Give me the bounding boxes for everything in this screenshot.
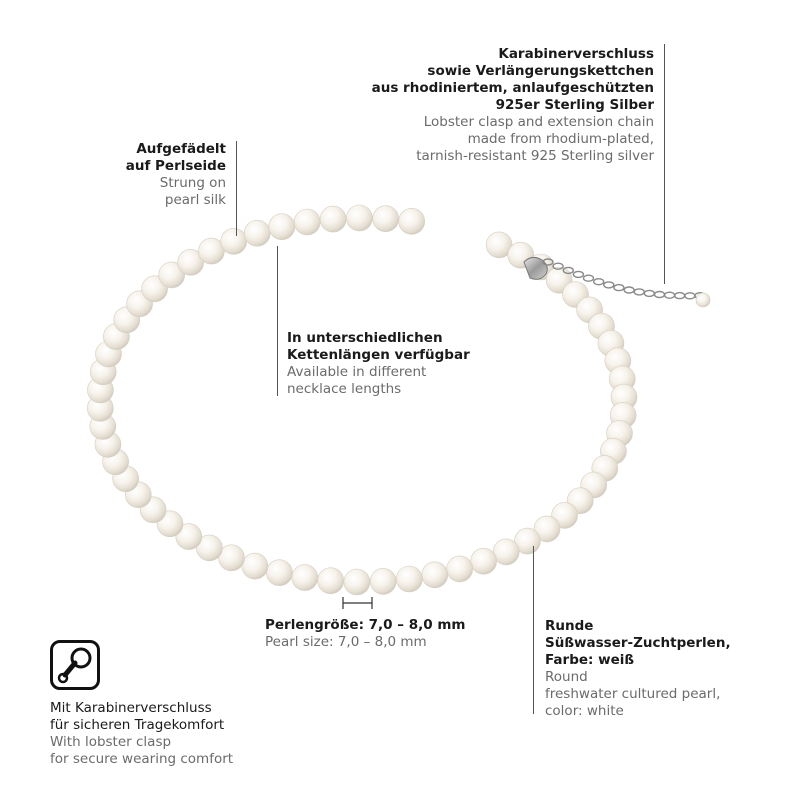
pearl-description: [545, 618, 731, 720]
pearl-en-3: color: white: [545, 703, 624, 719]
comfort-de-1: Mit Karabinerverschluss: [50, 700, 212, 716]
chain-link: [685, 293, 695, 299]
size-de: Perlengröße: 7,0 – 8,0 mm: [265, 617, 466, 633]
pearl: [320, 206, 346, 232]
length-de-1: In unterschiedlichen: [287, 330, 443, 346]
length-de-2: Kettenlängen verfügbar: [287, 347, 470, 363]
size-description: [265, 617, 465, 651]
chain-link: [614, 285, 624, 291]
silk-de-2: auf Perlseide: [125, 158, 226, 174]
pearl: [221, 228, 247, 254]
pearl-de-2: Süßwasser-Zuchtperlen,: [545, 635, 731, 651]
clasp-en-3: tarnish-resistant 925 Sterling silver: [416, 148, 654, 164]
length-description: [287, 330, 470, 398]
clasp-en-2: made from rhodium-plated,: [467, 131, 654, 147]
lobster-clasp-icon: [50, 640, 100, 690]
comfort-en-2: for secure wearing comfort: [50, 751, 234, 767]
chain-link: [675, 293, 685, 299]
chain-end-pearl: [696, 293, 710, 307]
comfort-description: [50, 700, 233, 768]
silk-en-1: Strung on: [159, 175, 226, 191]
pearl: [269, 214, 295, 240]
chain-link: [573, 271, 583, 277]
clasp-de-2: sowie Verlängerungskettchen: [427, 63, 654, 79]
pearl: [370, 568, 396, 594]
pearl: [447, 556, 473, 582]
clasp-de-4: 925er Sterling Silber: [495, 97, 654, 113]
chain-link: [604, 282, 614, 288]
pearl: [471, 548, 497, 574]
pearl: [493, 539, 519, 565]
clasp-description: [372, 46, 654, 165]
pearl-de-3: Farbe: weiß: [545, 652, 635, 668]
pearl: [346, 205, 372, 231]
pearl-leader-line: [533, 546, 534, 714]
pearl: [373, 206, 399, 232]
length-leader-line: [277, 246, 278, 396]
pearl: [292, 565, 318, 591]
pearl: [318, 568, 344, 594]
comfort-de-2: für sicheren Tragekomfort: [50, 717, 225, 733]
pearl-de-1: Runde: [545, 618, 594, 634]
silk-de-1: Aufgefädelt: [136, 141, 226, 157]
chain-link: [634, 289, 644, 295]
silk-description: [126, 141, 226, 209]
pearl: [266, 560, 292, 586]
pearl: [399, 208, 425, 234]
pearl: [242, 553, 268, 579]
length-en-1: Available in different: [287, 364, 427, 380]
size-en: Pearl size: 7,0 – 8,0 mm: [265, 634, 427, 650]
silk-leader-line: [236, 141, 237, 236]
clasp-leader-line: [664, 44, 665, 284]
pearl: [422, 562, 448, 588]
silk-en-2: pearl silk: [164, 192, 226, 208]
length-en-2: necklace lengths: [287, 381, 402, 397]
comfort-en-1: With lobster clasp: [50, 734, 172, 750]
clasp-de-3: aus rhodiniertem, anlaufgeschützten: [371, 80, 654, 96]
chain-link: [584, 275, 594, 281]
pearl-en-1: Round: [545, 669, 588, 685]
pearl: [244, 220, 270, 246]
clasp-en-1: Lobster clasp and extension chain: [423, 114, 654, 130]
chain-link: [644, 290, 654, 296]
chain-link: [594, 279, 604, 285]
size-indicator: [343, 597, 372, 609]
chain-link: [624, 287, 634, 293]
pearl: [396, 566, 422, 592]
clasp-de-1: Karabinerverschluss: [498, 46, 654, 62]
pearl-en-2: freshwater cultured pearl,: [545, 686, 721, 702]
pearl: [294, 209, 320, 235]
chain-link: [665, 292, 675, 298]
pearl: [344, 569, 370, 595]
chain-link: [655, 292, 665, 298]
